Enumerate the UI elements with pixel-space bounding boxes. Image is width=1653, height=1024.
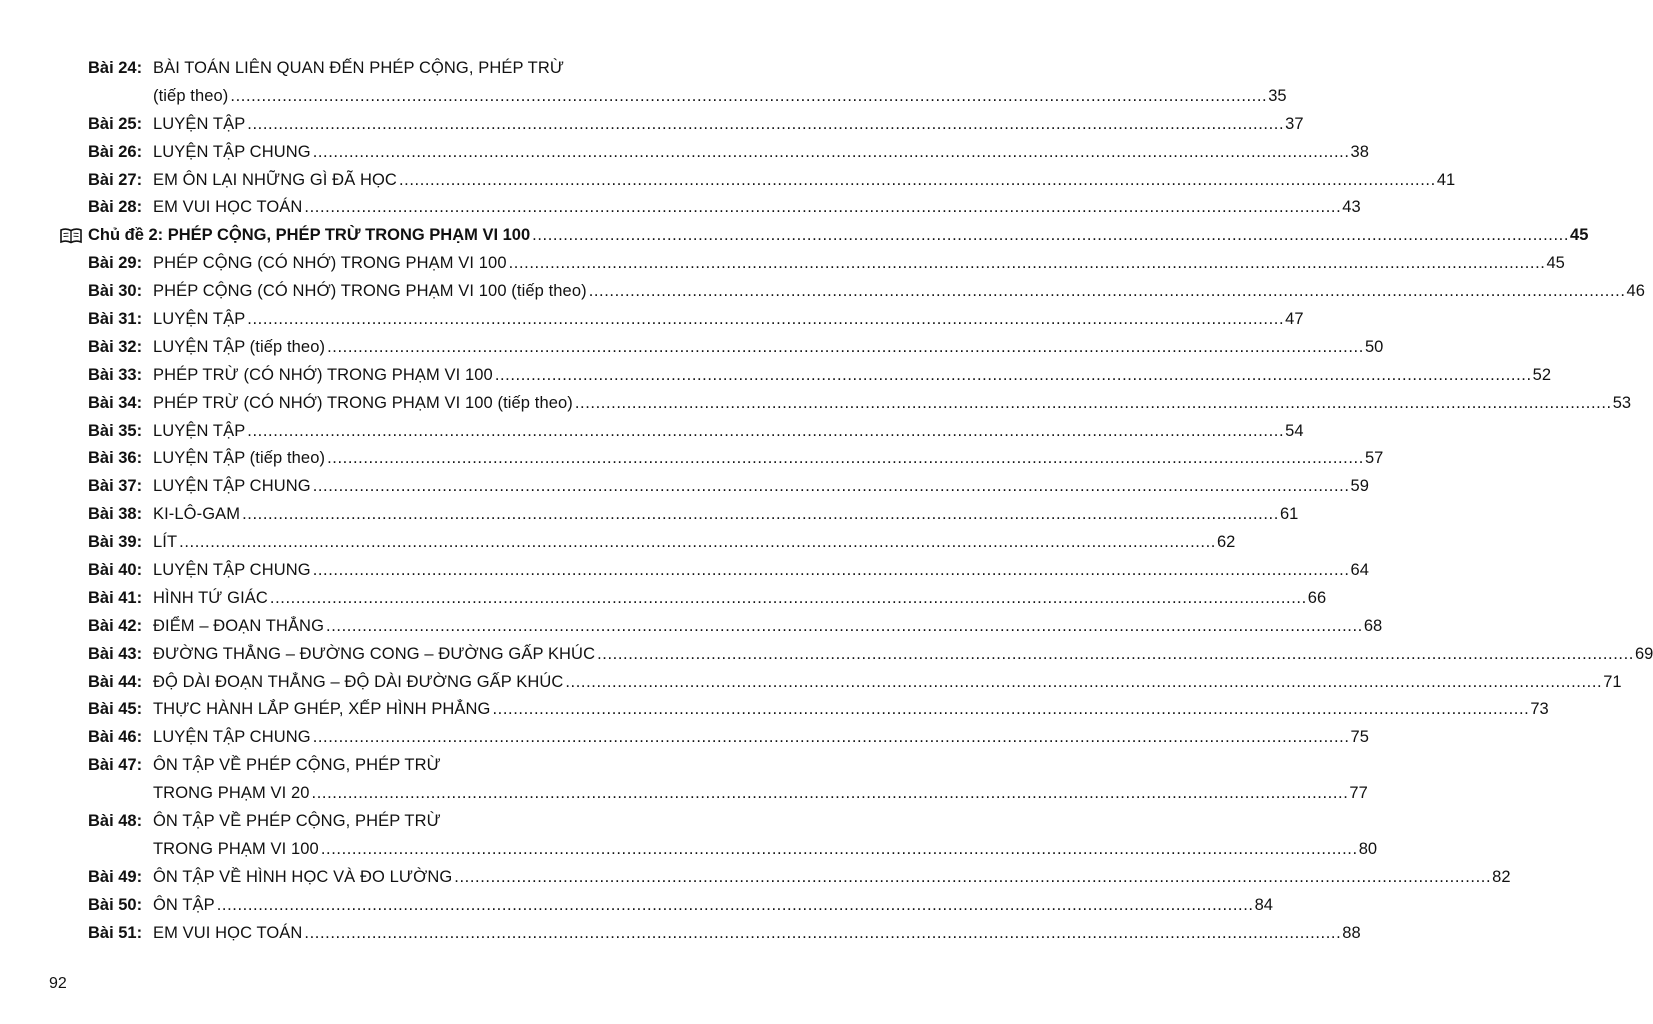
toc-lesson-title: PHÉP CỘNG (CÓ NHỚ) TRONG PHẠM VI 100 bbox=[153, 254, 507, 273]
toc-entry-row bbox=[0, 641, 1653, 669]
toc-lesson-title: HÌNH TỨ GIÁC bbox=[153, 588, 268, 607]
toc-lesson-title: EM ÔN LẠI NHỮNG GÌ ĐÃ HỌC bbox=[153, 170, 397, 189]
toc-lesson-label: Bài 42: bbox=[88, 616, 143, 635]
toc-entry-row bbox=[0, 585, 1327, 613]
toc-leader bbox=[312, 139, 1369, 167]
toc-entry-continuation bbox=[0, 836, 1378, 864]
toc-page-number: 47 bbox=[1285, 310, 1304, 329]
toc-leader bbox=[320, 836, 1378, 864]
toc-leader bbox=[494, 362, 1552, 390]
toc-lesson-label: Bài 34: bbox=[88, 393, 143, 412]
toc-lesson-title: LUYỆN TẬP (tiếp theo) bbox=[153, 337, 326, 356]
toc-page-number: 45 bbox=[1546, 254, 1565, 273]
toc-lesson-label: Bài 41: bbox=[88, 588, 143, 607]
toc-leader bbox=[312, 473, 1369, 501]
toc-page-number: 75 bbox=[1350, 728, 1369, 747]
toc-page-number: 77 bbox=[1349, 784, 1368, 803]
toc-lesson-label: Bài 33: bbox=[88, 365, 143, 384]
book-icon bbox=[60, 228, 82, 244]
dot-leader: ........................................................................................................................................................................................................ bbox=[230, 86, 1268, 105]
toc-entry-row bbox=[0, 557, 1369, 585]
toc-entry-continuation bbox=[0, 83, 1287, 111]
toc-entry-row bbox=[0, 111, 1304, 139]
toc-entry-row bbox=[0, 752, 679, 780]
toc-page-number: 50 bbox=[1364, 337, 1384, 356]
dot-leader: ........................................................................................................................................................................................................ bbox=[242, 505, 1279, 524]
toc-lesson-title: LUYỆN TẬP bbox=[153, 114, 246, 133]
toc-lesson-title: LUYỆN TẬP bbox=[153, 421, 246, 440]
toc-lesson-title: EM VUI HỌC TOÁN bbox=[153, 198, 303, 217]
toc-page-number: 54 bbox=[1285, 421, 1304, 440]
toc-lesson-label: Bài 48: bbox=[88, 812, 143, 831]
toc-lesson-title: PHÉP TRỪ (CÓ NHỚ) TRONG PHẠM VI 100 bbox=[153, 365, 493, 384]
toc-lesson-title: PHÉP TRỪ (CÓ NHỚ) TRONG PHẠM VI 100 (tiếp theo) bbox=[153, 393, 573, 412]
dot-leader: ........................................................................................................................................................................................................ bbox=[492, 700, 1530, 719]
toc-leader bbox=[247, 306, 1304, 334]
toc-entry-row bbox=[0, 696, 1549, 724]
toc-page-number: 68 bbox=[1363, 616, 1383, 635]
toc-entry-row bbox=[0, 194, 1361, 222]
toc-lesson-label: Bài 39: bbox=[88, 533, 143, 552]
toc-lesson-label: Bài 32: bbox=[88, 337, 143, 356]
toc-entry-row bbox=[0, 864, 1511, 892]
toc-leader bbox=[179, 529, 1236, 557]
toc-leader bbox=[304, 194, 1361, 222]
toc-lesson-title: ÔN TẬP VỀ HÌNH HỌC VÀ ĐO LƯỜNG bbox=[153, 867, 453, 886]
toc-page-number: 43 bbox=[1342, 198, 1361, 217]
toc-page-number: 38 bbox=[1350, 142, 1369, 161]
toc-page-number: 61 bbox=[1279, 505, 1299, 524]
dot-leader: ........................................................................................................................................................................................................ bbox=[326, 616, 1363, 635]
dot-leader: ........................................................................................................................................................................................................ bbox=[311, 784, 1349, 803]
toc-lesson-title: ÔN TẬP VỀ PHÉP CỘNG, PHÉP TRỪ bbox=[153, 812, 441, 831]
dot-leader: ........................................................................................................................................................................................................ bbox=[327, 337, 1364, 356]
toc-entry-row bbox=[0, 418, 1304, 446]
toc-page-number: 53 bbox=[1612, 393, 1632, 412]
toc-leader bbox=[247, 418, 1304, 446]
toc-lesson-label: Bài 45: bbox=[88, 700, 143, 719]
dot-leader: ........................................................................................................................................................................................................ bbox=[508, 254, 1546, 273]
toc-page-number: 73 bbox=[1530, 700, 1549, 719]
dot-leader: ........................................................................................................................................................................................................ bbox=[454, 867, 1492, 886]
toc-lesson-label: Bài 28: bbox=[88, 198, 143, 217]
toc-page-number: 41 bbox=[1436, 170, 1456, 189]
toc-lesson-title-cont: (tiếp theo) bbox=[153, 86, 229, 105]
toc-entry-row bbox=[0, 808, 679, 836]
toc-leader bbox=[532, 222, 1589, 250]
toc-entry-row bbox=[0, 306, 1304, 334]
toc-lesson-label: Bài 44: bbox=[88, 672, 143, 691]
toc-lesson-title: ĐIỂM – ĐOẠN THẲNG bbox=[153, 616, 325, 635]
toc-leader bbox=[304, 920, 1361, 948]
toc-entry-row bbox=[0, 334, 1384, 362]
dot-leader: ........................................................................................................................................................................................................ bbox=[269, 588, 1307, 607]
toc-entry-row bbox=[0, 445, 1384, 473]
dot-leader: ........................................................................................................................................................................................................ bbox=[216, 895, 1254, 914]
toc-lesson-title: ÔN TẬP bbox=[153, 895, 215, 914]
toc-page-number: 46 bbox=[1626, 282, 1645, 301]
dot-leader: ........................................................................................................................................................................................................ bbox=[398, 170, 1436, 189]
toc-page-number: 66 bbox=[1307, 588, 1327, 607]
toc-lesson-title: PHÉP CỘNG (CÓ NHỚ) TRONG PHẠM VI 100 (tiếp theo) bbox=[153, 282, 587, 301]
toc-lesson-label: Bài 47: bbox=[88, 756, 143, 775]
toc-leader bbox=[565, 669, 1622, 697]
toc-lesson-label: Bài 46: bbox=[88, 728, 143, 747]
toc-leader bbox=[398, 167, 1456, 195]
toc-lesson-title: LUYỆN TẬP (tiếp theo) bbox=[153, 449, 326, 468]
toc-lesson-title: LUYỆN TẬP CHUNG bbox=[153, 142, 311, 161]
toc-entry-row bbox=[0, 167, 1456, 195]
dot-leader: ........................................................................................................................................................................................................ bbox=[327, 449, 1364, 468]
toc-lesson-title-cont: TRONG PHẠM VI 100 bbox=[153, 839, 319, 858]
toc-lesson-label: Bài 24: bbox=[88, 59, 143, 77]
toc-page-number: 37 bbox=[1285, 114, 1304, 133]
table-of-contents bbox=[0, 55, 1653, 948]
dot-leader: ........................................................................................................................................................................................................ bbox=[565, 672, 1603, 691]
toc-page-number: 69 bbox=[1634, 644, 1653, 663]
page-number: 92 bbox=[49, 975, 67, 992]
toc-leader bbox=[230, 83, 1287, 111]
toc-lesson-label: Bài 31: bbox=[88, 310, 143, 329]
toc-page-number: 80 bbox=[1358, 839, 1378, 858]
toc-page-number: 59 bbox=[1350, 477, 1369, 496]
toc-entry-row bbox=[0, 473, 1369, 501]
toc-lesson-title: LUYỆN TẬP CHUNG bbox=[153, 561, 311, 580]
toc-leader bbox=[242, 501, 1299, 529]
dot-leader: ........................................................................................................................................................................................................ bbox=[597, 644, 1634, 663]
toc-page-number: 64 bbox=[1350, 561, 1369, 580]
toc-leader bbox=[327, 445, 1384, 473]
dot-leader: ........................................................................................................................................................................................................ bbox=[312, 142, 1350, 161]
dot-leader: ........................................................................................................................................................................................................ bbox=[494, 365, 1532, 384]
toc-entry-continuation bbox=[0, 780, 1368, 808]
toc-page-number: 82 bbox=[1492, 867, 1511, 886]
dot-leader: ........................................................................................................................................................................................................ bbox=[179, 533, 1216, 552]
toc-page-number: 62 bbox=[1217, 533, 1236, 552]
toc-entry-row bbox=[0, 920, 1361, 948]
dot-leader: ........................................................................................................................................................................................................ bbox=[304, 923, 1342, 942]
toc-leader bbox=[311, 780, 1368, 808]
toc-entry-row bbox=[0, 139, 1369, 167]
toc-leader bbox=[508, 250, 1565, 278]
toc-page-number: 52 bbox=[1532, 365, 1552, 384]
toc-lesson-label: Bài 51: bbox=[88, 923, 143, 942]
toc-leader bbox=[269, 585, 1327, 613]
toc-page-number: 88 bbox=[1342, 923, 1361, 942]
dot-leader: ........................................................................................................................................................................................................ bbox=[247, 310, 1285, 329]
toc-lesson-title: ĐƯỜNG THẲNG – ĐƯỜNG CONG – ĐƯỜNG GẤP KHÚC bbox=[153, 644, 596, 663]
toc-leader bbox=[312, 724, 1369, 752]
toc-entry-row bbox=[0, 250, 1565, 278]
toc-lesson-title-cont: TRONG PHẠM VI 20 bbox=[153, 784, 310, 803]
toc-entry-row bbox=[0, 362, 1552, 390]
toc-lesson-label: Bài 37: bbox=[88, 477, 143, 496]
toc-lesson-label: Bài 25: bbox=[88, 114, 143, 133]
toc-lesson-label: Bài 40: bbox=[88, 561, 143, 580]
toc-entry-row bbox=[0, 613, 1383, 641]
toc-leader bbox=[312, 557, 1369, 585]
toc-leader bbox=[327, 334, 1384, 362]
toc-entry-row bbox=[0, 669, 1622, 697]
toc-lesson-title: KI-LÔ-GAM bbox=[153, 505, 241, 524]
toc-entry-row bbox=[0, 390, 1632, 418]
toc-chapter-title: Chủ đề 2: PHÉP CỘNG, PHÉP TRỪ TRONG PHẠM VI 100 bbox=[88, 226, 531, 245]
toc-lesson-title: ĐỘ DÀI ĐOẠN THẲNG – ĐỘ DÀI ĐƯỜNG GẤP KHÚC bbox=[153, 672, 564, 691]
dot-leader: ........................................................................................................................................................................................................ bbox=[588, 282, 1626, 301]
dot-leader: ........................................................................................................................................................................................................ bbox=[312, 728, 1350, 747]
toc-page-number: 71 bbox=[1603, 672, 1622, 691]
dot-leader: ........................................................................................................................................................................................................ bbox=[320, 839, 1358, 858]
dot-leader: ........................................................................................................................................................................................................ bbox=[312, 477, 1350, 496]
toc-lesson-label: Bài 29: bbox=[88, 254, 143, 273]
toc-lesson-title: THỰC HÀNH LẮP GHÉP, XẾP HÌNH PHẲNG bbox=[153, 700, 491, 719]
dot-leader: ........................................................................................................................................................................................................ bbox=[532, 226, 1570, 245]
toc-lesson-title: BÀI TOÁN LIÊN QUAN ĐẾN PHÉP CỘNG, PHÉP TRỪ bbox=[153, 59, 565, 77]
toc-leader bbox=[597, 641, 1653, 669]
toc-lesson-title: LÍT bbox=[153, 533, 178, 552]
dot-leader: ........................................................................................................................................................................................................ bbox=[247, 421, 1285, 440]
toc-page-number: 57 bbox=[1364, 449, 1384, 468]
toc-entry-row bbox=[0, 501, 1299, 529]
dot-leader: ........................................................................................................................................................................................................ bbox=[247, 114, 1285, 133]
toc-leader bbox=[454, 864, 1511, 892]
toc-lesson-label: Bài 49: bbox=[88, 867, 143, 886]
toc-lesson-title: LUYỆN TẬP CHUNG bbox=[153, 728, 311, 747]
toc-lesson-title: ÔN TẬP VỀ PHÉP CỘNG, PHÉP TRỪ bbox=[153, 756, 441, 775]
toc-leader bbox=[216, 892, 1273, 920]
toc-leader bbox=[247, 111, 1304, 139]
toc-lesson-label: Bài 26: bbox=[88, 142, 143, 161]
toc-chapter-row bbox=[0, 222, 1589, 250]
toc-leader bbox=[492, 696, 1549, 724]
toc-page-number: 84 bbox=[1254, 895, 1273, 914]
toc-page-number: 35 bbox=[1268, 86, 1287, 105]
toc-entry-row bbox=[0, 55, 679, 83]
toc-entry-row bbox=[0, 529, 1236, 557]
toc-entry-row bbox=[0, 278, 1645, 306]
toc-lesson-title: LUYỆN TẬP bbox=[153, 310, 246, 329]
dot-leader: ........................................................................................................................................................................................................ bbox=[574, 393, 1612, 412]
toc-leader bbox=[574, 390, 1632, 418]
toc-lesson-title: EM VUI HỌC TOÁN bbox=[153, 923, 303, 942]
toc-lesson-label: Bài 50: bbox=[88, 895, 143, 914]
toc-lesson-label: Bài 43: bbox=[88, 644, 143, 663]
toc-entry-row bbox=[0, 724, 1369, 752]
toc-entry-row bbox=[0, 892, 1273, 920]
toc-lesson-label: Bài 36: bbox=[88, 449, 143, 468]
toc-lesson-label: Bài 27: bbox=[88, 170, 143, 189]
toc-lesson-label: Bài 30: bbox=[88, 282, 143, 301]
dot-leader: ........................................................................................................................................................................................................ bbox=[304, 198, 1342, 217]
toc-leader bbox=[326, 613, 1383, 641]
toc-lesson-label: Bài 35: bbox=[88, 421, 143, 440]
dot-leader: ........................................................................................................................................................................................................ bbox=[312, 561, 1350, 580]
toc-leader bbox=[588, 278, 1645, 306]
toc-lesson-label: Bài 38: bbox=[88, 505, 143, 524]
toc-page-number: 45 bbox=[1570, 226, 1589, 245]
toc-lesson-title: LUYỆN TẬP CHUNG bbox=[153, 477, 311, 496]
